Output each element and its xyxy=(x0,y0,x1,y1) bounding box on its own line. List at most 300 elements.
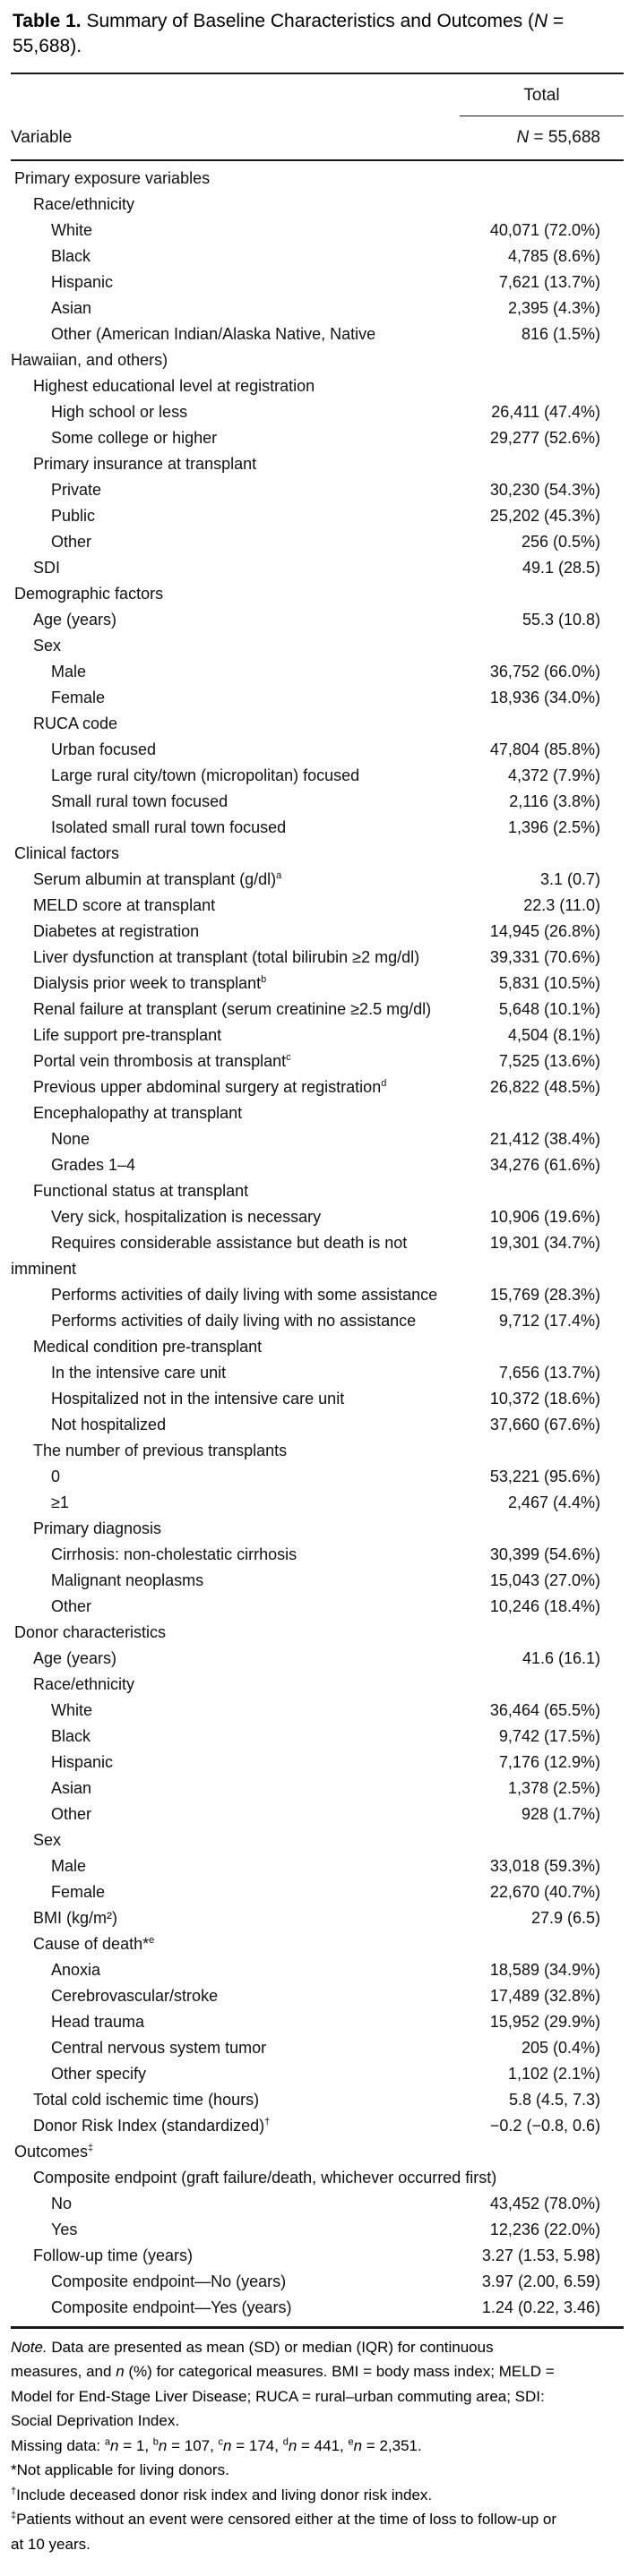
row-label-text: SDI xyxy=(33,559,61,577)
row-label-text: Donor Risk Index (standardized) xyxy=(33,2117,265,2135)
row-value: 816 (1.5%) xyxy=(521,325,600,343)
row-value: 55.3 (10.8) xyxy=(522,611,600,629)
text-segment: Include deceased donor risk index and living donor risk index. xyxy=(16,2486,433,2503)
row-value: −0.2 (−0.8, 0.6) xyxy=(489,2117,600,2135)
row-label-text: Outcomes xyxy=(14,2143,89,2161)
row-label-text: Some college or higher xyxy=(51,429,218,447)
row-value: 7,176 (12.9%) xyxy=(498,1753,600,1771)
row-label-text: Male xyxy=(51,663,87,680)
footnote-marker: e xyxy=(149,1935,155,1946)
table-row xyxy=(11,295,624,321)
table-row xyxy=(11,1724,624,1750)
row-label-text: Private xyxy=(51,481,102,499)
row-label-text: Male xyxy=(51,1857,87,1875)
footnotes xyxy=(11,2329,568,2568)
table-row xyxy=(11,477,624,503)
row-value: 5,648 (10.1%) xyxy=(498,1000,600,1018)
text-segment: = 174, xyxy=(231,2436,283,2454)
row-label xyxy=(11,1178,624,1204)
row-label xyxy=(11,270,499,295)
text-segment: Summary of Baseline Characteristics and Outcomes ( xyxy=(81,11,534,31)
row-label-text: Liver dysfunction at transplant (total bilirubin ≥2 mg/dl) xyxy=(33,948,420,966)
footnote xyxy=(11,2335,568,2434)
row-label-text: Demographic factors xyxy=(14,585,164,603)
row-label-text: Very sick, hospitalization is necessary xyxy=(51,1208,322,1226)
row-label-text: None xyxy=(51,1130,91,1148)
row-value: 256 (0.5%) xyxy=(521,533,600,551)
text-segment: = 55,688 xyxy=(529,128,600,147)
row-label xyxy=(11,1594,490,1620)
table-row xyxy=(11,763,624,789)
table-row xyxy=(11,1698,624,1724)
row-label xyxy=(11,1516,624,1542)
row-value: 4,785 (8.6%) xyxy=(507,247,600,265)
table-row xyxy=(11,529,624,555)
row-label xyxy=(11,192,624,218)
row-value: 1,396 (2.5%) xyxy=(507,818,600,836)
row-label-text: MELD score at transplant xyxy=(33,896,216,914)
row-label-text: Hispanic xyxy=(51,273,114,291)
row-value: 10,246 (18.4%) xyxy=(489,1597,600,1615)
row-label-text: Asian xyxy=(51,1779,92,1797)
row-label xyxy=(11,1282,490,1308)
row-value: 15,043 (27.0%) xyxy=(489,1571,600,1589)
table-body xyxy=(11,161,624,2326)
row-value: 1,378 (2.5%) xyxy=(507,1779,600,1797)
table-row xyxy=(11,2113,624,2139)
row-value: 18,936 (34.0%) xyxy=(489,689,600,706)
row-value: 40,071 (72.0%) xyxy=(489,221,600,239)
row-value: 30,399 (54.6%) xyxy=(489,1545,600,1563)
row-label xyxy=(11,1412,490,1438)
row-value: 17,489 (32.8%) xyxy=(489,1987,600,2005)
row-value: 15,769 (28.3%) xyxy=(489,1286,600,1304)
footnote-marker: a xyxy=(276,870,282,881)
table-row xyxy=(11,581,624,607)
table-row xyxy=(11,1750,624,1776)
row-label xyxy=(11,1074,490,1100)
row-label-text: Medical condition pre-transplant xyxy=(33,1338,263,1356)
row-label xyxy=(11,1905,531,1931)
table-row xyxy=(11,1827,624,1853)
table-row xyxy=(11,2295,624,2321)
row-label xyxy=(11,919,490,945)
row-label-text: In the intensive care unit xyxy=(51,1364,227,1382)
text-segment: e xyxy=(348,2435,354,2447)
row-label xyxy=(11,1308,499,1334)
row-value: 14,945 (26.8%) xyxy=(489,922,600,940)
row-label-text: Not hospitalized xyxy=(51,1416,167,1433)
table-row xyxy=(11,1957,624,1983)
footnote-marker: ‡ xyxy=(88,2143,94,2153)
row-label xyxy=(11,1490,508,1516)
text-segment: N xyxy=(534,11,548,31)
text-segment: Missing data: xyxy=(11,2436,105,2454)
text-segment: n xyxy=(353,2436,363,2454)
table-row xyxy=(11,997,624,1023)
row-label-text: Composite endpoint—No (years) xyxy=(51,2272,287,2290)
table-row xyxy=(11,2165,624,2191)
row-label xyxy=(11,971,499,997)
table-row xyxy=(11,1801,624,1827)
table-row xyxy=(11,244,624,270)
table-row xyxy=(11,1905,624,1931)
row-label-text: Malignant neoplasms xyxy=(51,1571,204,1589)
row-label-text: Other xyxy=(51,1597,92,1615)
table-row xyxy=(11,1490,624,1516)
table-row xyxy=(11,633,624,659)
table-row xyxy=(11,685,624,711)
table-row xyxy=(11,1126,624,1152)
text-segment: † xyxy=(11,2485,17,2496)
row-label-text: Cerebrovascular/stroke xyxy=(51,1987,219,2005)
text-segment: n xyxy=(223,2436,232,2454)
row-label xyxy=(11,1724,499,1750)
row-value: 2,395 (4.3%) xyxy=(507,299,600,317)
row-label-text: Renal failure at transplant (serum creatinine ≥2.5 mg/dl) xyxy=(33,1000,432,1018)
text-segment: Table 1. xyxy=(13,11,82,31)
row-label-text: Other (American Indian/Alaska Native, Native xyxy=(51,325,376,343)
footnote xyxy=(11,2483,568,2508)
table-row xyxy=(11,1152,624,1178)
row-label-text: Hispanic xyxy=(51,1753,114,1771)
row-value: 4,372 (7.9%) xyxy=(507,766,600,784)
row-value: 37,660 (67.6%) xyxy=(489,1416,600,1433)
row-label-text: Black xyxy=(51,247,91,265)
row-label-text: Requires considerable assistance but death is not xyxy=(51,1234,408,1252)
row-label-text: Follow-up time (years) xyxy=(33,2247,194,2264)
row-label xyxy=(11,529,522,555)
row-label xyxy=(11,1853,490,1879)
row-label-text: Black xyxy=(51,1727,91,1745)
row-label-text: Yes xyxy=(51,2221,78,2238)
row-label xyxy=(11,1983,490,2009)
row-value: 34,276 (61.6%) xyxy=(489,1156,600,1174)
table-row xyxy=(11,945,624,971)
row-label-text: White xyxy=(51,221,93,239)
row-label-text: Composite endpoint (graft failure/death, whichever occurred first) xyxy=(33,2169,497,2187)
table-row xyxy=(11,1568,624,1594)
table-row xyxy=(11,166,624,192)
table-row xyxy=(11,321,624,347)
row-label-text: Highest educational level at registration xyxy=(33,377,315,395)
text-segment: = 2,351. xyxy=(362,2436,422,2454)
table-row xyxy=(11,1308,624,1334)
row-value: 29,277 (52.6%) xyxy=(489,429,600,447)
row-value: 47,804 (85.8%) xyxy=(489,740,600,758)
row-label xyxy=(11,218,490,244)
table-row xyxy=(11,1178,624,1204)
row-value: 3.1 (0.7) xyxy=(539,870,600,888)
row-label-text: The number of previous transplants xyxy=(33,1442,288,1459)
table-row xyxy=(11,1879,624,1905)
row-label xyxy=(11,2061,508,2087)
table-row xyxy=(11,711,624,737)
table-row xyxy=(11,2217,624,2243)
row-label xyxy=(11,2035,522,2061)
text-segment: n xyxy=(110,2436,119,2454)
table-row xyxy=(11,815,624,841)
row-label xyxy=(11,1438,624,1464)
text-segment: = 1, xyxy=(118,2436,153,2454)
row-value: 7,525 (13.6%) xyxy=(498,1052,600,1070)
row-label-text: Performs activities of daily living with no assistance xyxy=(51,1312,417,1330)
table-row xyxy=(11,1412,624,1438)
row-label-text: Performs activities of daily living with some assistance xyxy=(51,1286,438,1304)
footnote-marker: b xyxy=(261,974,267,985)
row-value: 19,301 (34.7%) xyxy=(489,1234,600,1252)
row-label-text: Other xyxy=(51,1805,92,1823)
column-header-row xyxy=(11,116,624,159)
text-segment: Data are presented as mean (SD) or median (IQR) for continuous measures, and xyxy=(11,2338,494,2380)
table-row xyxy=(11,192,624,218)
row-label xyxy=(11,1646,522,1672)
table-row xyxy=(11,1931,624,1957)
row-label-text: Female xyxy=(51,1883,106,1901)
table-row xyxy=(11,2139,624,2165)
text-segment: n xyxy=(158,2436,168,2454)
row-label xyxy=(11,295,508,321)
column-group-header xyxy=(460,74,624,116)
text-segment: n xyxy=(116,2363,125,2380)
row-value: 1.24 (0.22, 3.46) xyxy=(481,2298,600,2316)
row-value: 5.8 (4.5, 7.3) xyxy=(508,2091,600,2109)
row-label-text: Urban focused xyxy=(51,740,157,758)
table-row xyxy=(11,218,624,244)
row-value: 928 (1.7%) xyxy=(521,1805,600,1823)
table-row xyxy=(11,1204,624,1230)
text-segment: ‡ xyxy=(11,2510,17,2521)
row-label xyxy=(11,1100,624,1126)
row-label-text: Cirrhosis: non-cholestatic cirrhosis xyxy=(51,1545,297,1563)
text-segment: Note. xyxy=(11,2338,47,2356)
table-row xyxy=(11,737,624,763)
footnote xyxy=(11,2507,568,2556)
row-label xyxy=(11,1152,490,1178)
row-label xyxy=(11,607,522,633)
row-label-text: Primary exposure variables xyxy=(14,169,211,187)
row-label xyxy=(11,893,523,919)
row-label xyxy=(11,945,490,971)
variable-column-header: Variable xyxy=(11,128,73,147)
row-label xyxy=(11,2087,509,2113)
table-row xyxy=(11,425,624,451)
table-row xyxy=(11,1023,624,1048)
footnote-marker: † xyxy=(264,2117,271,2127)
row-label-text: Small rural town focused xyxy=(51,792,228,810)
text-segment: d xyxy=(282,2435,289,2447)
row-label-text: ≥1 xyxy=(51,1493,69,1511)
row-label-text: Large rural city/town (micropolitan) focused xyxy=(51,766,360,784)
row-label-text: BMI (kg/m²) xyxy=(33,1909,117,1927)
row-label xyxy=(11,1620,624,1646)
row-label xyxy=(11,503,490,529)
row-label-text: Donor characteristics xyxy=(14,1623,167,1641)
row-label-text: Central nervous system tumor xyxy=(51,2039,267,2057)
row-label xyxy=(11,2009,490,2035)
row-label xyxy=(11,2217,490,2243)
table-row xyxy=(11,2269,624,2295)
text-segment: (%) for categorical measures. BMI = body mass index; MELD = Model for End-Stage Liver Disease; RUCA = rural–urban commuting area; SDI: Social Deprivation Index. xyxy=(11,2363,555,2429)
table-row xyxy=(11,1360,624,1386)
row-label-text: Age (years) xyxy=(33,1649,117,1667)
row-label xyxy=(11,373,624,399)
row-value: 36,752 (66.0%) xyxy=(489,663,600,680)
row-label-text: Sex xyxy=(33,1831,62,1849)
row-value: 22.3 (11.0) xyxy=(523,896,600,914)
row-label xyxy=(11,1464,490,1490)
row-label xyxy=(11,1204,490,1230)
row-label xyxy=(11,1334,624,1360)
row-label xyxy=(11,425,490,451)
footnote-marker: c xyxy=(286,1052,291,1063)
table-row xyxy=(11,1100,624,1126)
row-label-text: Other specify xyxy=(51,2065,147,2083)
row-value: 7,656 (13.7%) xyxy=(498,1364,600,1382)
row-label-text: Hospitalized not in the intensive care unit xyxy=(51,1390,345,1408)
footnote xyxy=(11,2434,568,2459)
row-label-text: Serum albumin at transplant (g/dl) xyxy=(33,870,277,888)
row-label xyxy=(11,1542,490,1568)
row-value: 30,230 (54.3%) xyxy=(489,481,600,499)
row-label xyxy=(11,1957,490,1983)
row-label xyxy=(11,711,624,737)
row-label-text: Asian xyxy=(51,299,92,317)
row-label xyxy=(11,841,624,867)
row-label xyxy=(11,867,540,893)
table-title xyxy=(13,9,568,59)
table-row xyxy=(11,1230,624,1256)
row-label-text: Isolated small rural town focused xyxy=(51,818,287,836)
text-segment: n xyxy=(288,2436,297,2454)
row-label-text: Head trauma xyxy=(51,2013,145,2031)
row-label-text: Composite endpoint—Yes (years) xyxy=(51,2298,292,2316)
text-segment: c xyxy=(218,2435,224,2447)
row-label xyxy=(11,2191,490,2217)
text-segment: *Not applicable for living donors. xyxy=(11,2461,229,2478)
table-row xyxy=(11,919,624,945)
row-label-text: Public xyxy=(51,507,96,525)
row-label-text: Female xyxy=(51,689,106,706)
table-row xyxy=(11,1646,624,1672)
row-label xyxy=(11,2165,624,2191)
row-label-text: Previous upper abdominal surgery at registration xyxy=(33,1078,382,1096)
table-row xyxy=(11,789,624,815)
row-value: 12,236 (22.0%) xyxy=(489,2221,600,2238)
row-value: 4,504 (8.1%) xyxy=(507,1026,600,1044)
table-row xyxy=(11,1074,624,1100)
row-value: 36,464 (65.5%) xyxy=(489,1701,600,1719)
row-value: 25,202 (45.3%) xyxy=(489,507,600,525)
row-value: 3.97 (2.00, 6.59) xyxy=(481,2272,600,2290)
table-row xyxy=(11,841,624,867)
table-row xyxy=(11,893,624,919)
table-row xyxy=(11,2009,624,2035)
row-value: 10,372 (18.6%) xyxy=(489,1390,600,1408)
text-segment: = 441, xyxy=(297,2436,349,2454)
row-value: 33,018 (59.3%) xyxy=(489,1857,600,1875)
table-row xyxy=(11,270,624,295)
row-value: 1,102 (2.1%) xyxy=(507,2065,600,2083)
table-row xyxy=(11,1594,624,1620)
total-label: Total xyxy=(523,86,560,105)
row-value: 10,906 (19.6%) xyxy=(489,1208,600,1226)
row-value: 43,452 (78.0%) xyxy=(489,2195,600,2212)
row-label xyxy=(11,1801,522,1827)
table-row xyxy=(11,2035,624,2061)
row-value: 7,621 (13.7%) xyxy=(498,273,600,291)
row-label xyxy=(11,659,490,685)
row-label xyxy=(11,1568,490,1594)
table-row xyxy=(11,2087,624,2113)
row-label-text: Portal vein thrombosis at transplant xyxy=(33,1052,287,1070)
table-row xyxy=(11,607,624,633)
row-value: 205 (0.4%) xyxy=(521,2039,600,2057)
text-segment: b xyxy=(152,2435,159,2447)
table-row xyxy=(11,503,624,529)
row-label xyxy=(11,633,624,659)
row-value: 27.9 (6.5) xyxy=(530,1909,600,1927)
row-label xyxy=(11,1931,624,1957)
row-value: 9,742 (17.5%) xyxy=(498,1727,600,1745)
row-value: 2,467 (4.4%) xyxy=(507,1493,600,1511)
row-label xyxy=(11,737,490,763)
row-label xyxy=(11,2243,482,2269)
row-label-text: 0 xyxy=(51,1468,61,1485)
row-label xyxy=(11,1230,490,1256)
n-column-header xyxy=(516,128,624,148)
table-row xyxy=(11,1542,624,1568)
row-label xyxy=(11,997,499,1023)
table-row xyxy=(11,659,624,685)
row-label-text: Functional status at transplant xyxy=(33,1182,249,1200)
row-label xyxy=(11,477,490,503)
row-label xyxy=(11,2139,624,2165)
row-label-text: Primary diagnosis xyxy=(33,1519,162,1537)
row-label-text: Other xyxy=(51,533,92,551)
table-row xyxy=(11,1334,624,1360)
row-label-text: Life support pre-transplant xyxy=(33,1026,222,1044)
row-label-text: Dialysis prior week to transplant xyxy=(33,974,262,992)
row-label xyxy=(11,244,508,270)
row-label-text: Age (years) xyxy=(33,611,117,629)
row-label-text: Clinical factors xyxy=(14,844,120,862)
table-row xyxy=(11,1776,624,1801)
row-label xyxy=(11,166,624,192)
row-value: 15,952 (29.9%) xyxy=(489,2013,600,2031)
row-label-text: High school or less xyxy=(51,403,188,421)
row-value: 41.6 (16.1) xyxy=(522,1649,600,1667)
text-segment: a xyxy=(104,2435,111,2447)
row-label xyxy=(11,789,509,815)
table-row xyxy=(11,2061,624,2087)
row-label-text: White xyxy=(51,1701,93,1719)
table-row xyxy=(11,867,624,893)
row-label-text: Primary insurance at transplant xyxy=(33,455,257,473)
row-value: 2,116 (3.8%) xyxy=(509,792,600,810)
footnote-marker: d xyxy=(381,1078,387,1089)
table-row xyxy=(11,555,624,581)
row-label xyxy=(11,1023,508,1048)
row-label xyxy=(11,555,522,581)
table-row xyxy=(11,1516,624,1542)
row-value: 9,712 (17.4%) xyxy=(498,1312,600,1330)
table-row xyxy=(11,399,624,425)
row-value: 53,221 (95.6%) xyxy=(489,1468,600,1485)
row-value: 26,822 (48.5%) xyxy=(489,1078,600,1096)
table-row xyxy=(11,1853,624,1879)
row-value: 21,412 (38.4%) xyxy=(489,1130,600,1148)
